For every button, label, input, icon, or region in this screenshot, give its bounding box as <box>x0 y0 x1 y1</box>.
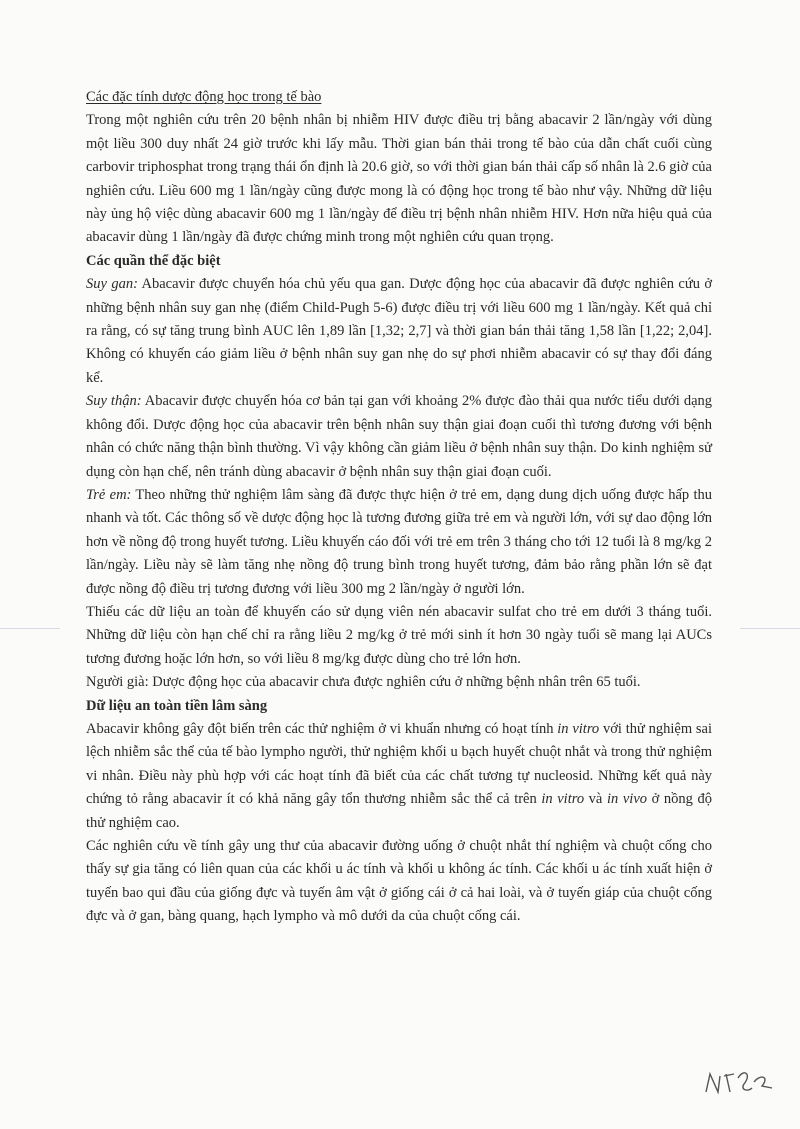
scan-edge-mark <box>0 628 60 629</box>
italic-text: Trẻ em: <box>86 486 132 503</box>
text-run: Thiếu các dữ liệu an toàn để khuyến cáo sử dụng viên nén abacavir sulfat cho trẻ em dưới 3 tháng tuổi. Những dữ liệu còn hạn chế chỉ ra rằng liều 2 mg/kg ở trẻ mới sinh ít hơn 30 ngày tuổi sẽ mang lại AUCs tương đương hoặc lớn hơn, so với liều 8 mg/kg được dùng cho trẻ lớn hơn. <box>86 603 712 667</box>
text-run: và <box>584 791 607 808</box>
paragraph <box>86 484 712 601</box>
text-run: với thử nghiệm sai lệch nhiễm sắc thể của tế bào lympho người, thử nghiệm khối u bạch huyết chuột nhắt và trong thử nghiệm vi nhân. Điều này phù hợp với các hoạt tính đã biết của các chất tương tự nucleosid. Những kết quả này chứng tỏ rằng abacavir ít có khả năng gây tổn thương nhiễm sắc thể cả trên <box>86 720 712 808</box>
text-run: Theo những thử nghiệm lâm sàng đã được thực hiện ở trẻ em, dạng dung dịch uống được hấp thu nhanh và tốt. Các thông số về dược động học là tương đương giữa trẻ em và người lớn, với sự dao động lớn hơn về nồng độ trong huyết tương. Liều khuyến cáo đối với trẻ em trên 3 tháng cho tới 12 tuổi là 8 mg/kg 2 lần/ngày. Liều này sẽ làm tăng nhẹ nồng độ trung bình trong huyết tương, đảm bảo rằng phần lớn sẽ đạt được nồng độ điều trị tương đương với liều 300 mg 2 lần/ngày ở người lớn. <box>86 486 712 597</box>
italic-text: in vitro <box>557 720 600 737</box>
italic-text: Suy thận: <box>86 393 142 410</box>
section-heading: Các quần thể đặc biệt <box>86 252 221 269</box>
section-heading: Dữ liệu an toàn tiền lâm sàng <box>86 697 268 714</box>
paragraph <box>86 835 712 929</box>
paragraph <box>86 109 712 249</box>
text-run: Abacavir được chuyển hóa cơ bản tại gan với khoảng 2% được đào thải qua nước tiểu dưới dạng không đổi. Dược động học của abacavir trên bệnh nhân suy thận giai đoạn cuối thì tương đương với bệnh nhân có chức năng thận bình thường. Vì vậy không cần giảm liều ở bệnh nhân suy thận. Do kinh nghiệm sử dụng còn hạn chế, nên tránh dùng abacavir ở bệnh nhân suy thận giai đoạn cuối. <box>86 393 713 480</box>
text-run: Các nghiên cứu về tính gây ung thư của abacavir đường uống ở chuột nhắt thí nghiệm và chuột cống cho thấy sự gia tăng có liên quan của các khối u ác tính và khối u không ác tính. Các khối u ác tính xuất hiện ở tuyến bao qui đầu của giống đực và tuyến âm vật ở giống cái ở cả hai loài, và ở tuyến giáp của chuột cống đực và ở gan, bàng quang, hạch lympho và mô dưới da của chuột cống cái. <box>86 838 712 925</box>
text-run: Abacavir được chuyển hóa chủ yếu qua gan. Dược động học của abacavir đã được nghiên cứu ở những bệnh nhân suy gan nhẹ (điểm Child-Pugh 5-6) được điều trị với liều 600 mg 1 lần/ngày. Kết quả chỉ ra rằng, có sự tăng trung bình AUC lên 1,89 lần [1,32; 2,7] và thời gian bán thải tăng 1,58 lần [1,22; 2,04]. Không có khuyến cáo giảm liều ở bệnh nhân suy gan nhẹ do sự phơi nhiễm abacavir có sự thay đổi đáng kể. <box>86 276 713 386</box>
text-run: Abacavir không gây đột biến trên các thử nghiệm ở vi khuẩn nhưng có hoạt tính <box>86 720 558 737</box>
document-page <box>86 86 712 929</box>
text-run: Người già: Dược động học của abacavir chưa được nghiên cứu ở những bệnh nhân trên 65 tuổi. <box>86 674 641 691</box>
section-heading: Các đặc tính dược động học trong tế bào <box>86 89 322 105</box>
text-run: Trong một nghiên cứu trên 20 bệnh nhân bị nhiễm HIV được điều trị bằng abacavir 2 lần/ngày với dùng một liều 300 duy nhất 24 giờ trước khi lấy mẫu. Thời gian bán thải trong tế bào của dẫn chất cuối cùng carbovir triphosphat trong trạng thái ổn định là 20.6 giờ, so với thời gian bán thải cấp số nhân là 2.6 giờ của nghiên cứu. Liều 600 mg 1 lần/ngày cũng được mong là có động học trong tế bào như vậy. Những dữ liệu này ủng hộ việc dùng abacavir 600 mg 1 lần/ngày để điều trị bệnh nhân nhiễm HIV. Hơn nữa hiệu quả của abacavir dùng 1 lần/ngày đã được chứng minh trong một nghiên cứu quan trọng. <box>86 112 712 246</box>
paragraph <box>86 390 712 484</box>
paragraph <box>86 273 712 390</box>
italic-text: in vitro <box>541 791 585 808</box>
text-run: ở nồng độ thử nghiệm cao. <box>86 791 712 831</box>
italic-text: in vivo <box>606 791 647 808</box>
scan-edge-mark <box>740 628 800 629</box>
paragraph <box>86 718 712 835</box>
handwritten-signature <box>700 1062 780 1102</box>
paragraph <box>86 601 712 671</box>
paragraph <box>86 671 712 694</box>
italic-text: Suy gan: <box>86 276 138 293</box>
